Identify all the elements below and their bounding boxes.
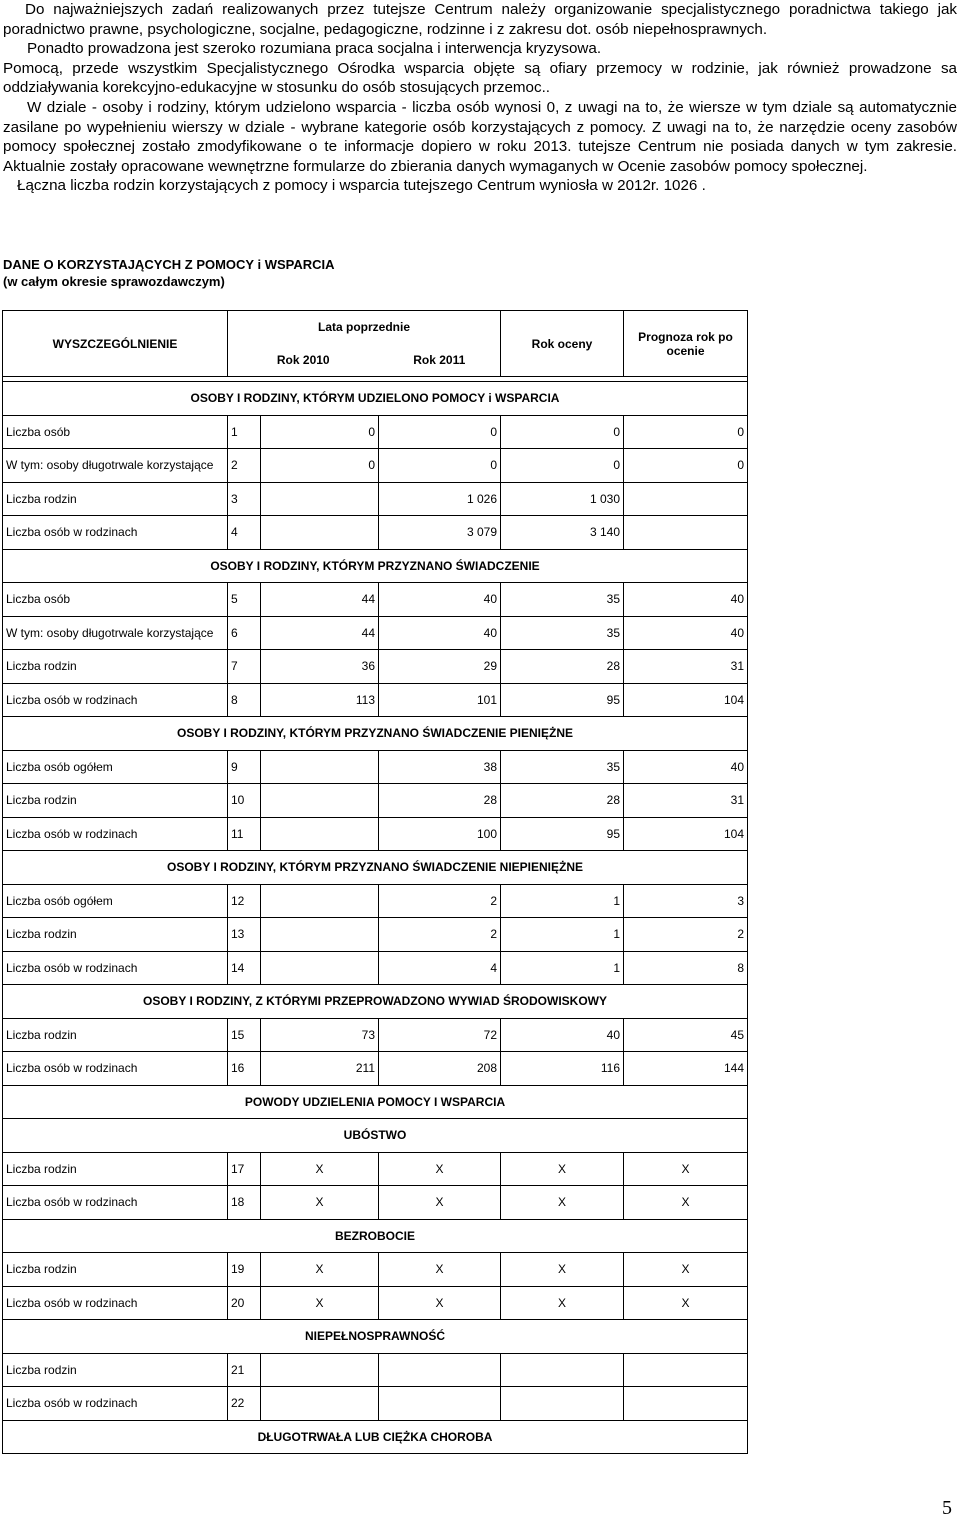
row-number-cell: 13 bbox=[228, 918, 261, 952]
value-2010-cell: X bbox=[261, 1186, 379, 1220]
value-forecast-cell: 3 bbox=[624, 884, 748, 918]
section-title-cell: DŁUGOTRWAŁA LUB CIĘŻKA CHOROBA bbox=[3, 1420, 748, 1454]
section-title-cell: OSOBY I RODZINY, KTÓRYM UDZIELONO POMOCY i WSPARCIA bbox=[3, 382, 748, 416]
row-number-cell: 8 bbox=[228, 683, 261, 717]
intro-paragraph-5: Łączna liczba rodzin korzystających z pomocy i wsparcia tutejszego Centrum wyniosła w 2012r. 1026 . bbox=[17, 177, 706, 195]
row-number-cell: 16 bbox=[228, 1052, 261, 1086]
row-label-cell: Liczba rodzin bbox=[3, 482, 228, 516]
row-number-cell: 12 bbox=[228, 884, 261, 918]
table-row bbox=[3, 1286, 748, 1320]
value-2010-cell: 113 bbox=[261, 683, 379, 717]
row-number-cell: 19 bbox=[228, 1253, 261, 1287]
row-label-cell: Liczba osób ogółem bbox=[3, 884, 228, 918]
value-current-cell: 95 bbox=[501, 683, 624, 717]
value-2011-cell: X bbox=[379, 1253, 501, 1287]
value-forecast-cell bbox=[624, 516, 748, 550]
value-2011-cell: 40 bbox=[379, 616, 501, 650]
row-number-cell: 11 bbox=[228, 817, 261, 851]
value-2010-cell: X bbox=[261, 1253, 379, 1287]
row-number-cell: 9 bbox=[228, 750, 261, 784]
intro-paragraph-2: Ponadto prowadzona jest szeroko rozumiana praca socjalna i interwencja kryzysowa. bbox=[27, 40, 602, 58]
value-2010-cell bbox=[261, 784, 379, 818]
value-current-cell: X bbox=[501, 1286, 624, 1320]
value-2011-cell: 3 079 bbox=[379, 516, 501, 550]
value-2011-cell: 2 bbox=[379, 884, 501, 918]
table-row bbox=[3, 415, 748, 449]
row-label-cell: Liczba osób w rodzinach bbox=[3, 951, 228, 985]
value-2010-cell bbox=[261, 951, 379, 985]
section-title-cell: OSOBY I RODZINY, Z KTÓRYMI PRZEPROWADZONO WYWIAD ŚRODOWISKOWY bbox=[3, 985, 748, 1019]
intro-paragraph-4: W dziale - osoby i rodziny, którym udzielono wsparcia - liczba osób wynosi 0, z uwagi na to, że wiersze w tym dziale są automatycznie zasilane po wypełnieniu wierszy w dziale - wybrane kategorie osób korzystających z pomocy. Z uwagi na to, że narzędzie oceny zasobów pomocy społecznej zostało zmodyfikowane o te informacje dopiero w roku 2013. tutejsze Centrum nie posiada danych w tym zakresie. Aktualnie zostały opracowane wewnętrzne formularze do zbierania danych wymaganych w Ocenie zasobów pomocy społecznej. bbox=[3, 98, 957, 175]
row-label-cell: Liczba osób w rodzinach bbox=[3, 1052, 228, 1086]
value-forecast-cell: 31 bbox=[624, 784, 748, 818]
table-row bbox=[3, 516, 748, 550]
table-section-row bbox=[3, 549, 748, 583]
value-2011-cell: 0 bbox=[379, 449, 501, 483]
table-row bbox=[3, 650, 748, 684]
data-table bbox=[2, 310, 748, 1454]
value-current-cell: 1 030 bbox=[501, 482, 624, 516]
table-row bbox=[3, 1152, 748, 1186]
table-row bbox=[3, 683, 748, 717]
table-row bbox=[3, 1387, 748, 1421]
value-2011-cell bbox=[379, 1353, 501, 1387]
section-title-cell: BEZROBOCIE bbox=[3, 1219, 748, 1253]
row-label-cell: Liczba osób w rodzinach bbox=[3, 1186, 228, 1220]
value-current-cell: 28 bbox=[501, 784, 624, 818]
value-2010-cell bbox=[261, 1387, 379, 1421]
table-row bbox=[3, 918, 748, 952]
value-current-cell: 0 bbox=[501, 449, 624, 483]
table-section-row bbox=[3, 1119, 748, 1153]
value-2010-cell: X bbox=[261, 1152, 379, 1186]
value-current-cell: X bbox=[501, 1253, 624, 1287]
header-forecast: Prognoza rok po ocenie bbox=[624, 311, 748, 377]
value-2010-cell: 0 bbox=[261, 415, 379, 449]
row-number-cell: 7 bbox=[228, 650, 261, 684]
row-label-cell: Liczba osób w rodzinach bbox=[3, 1387, 228, 1421]
value-2011-cell: 28 bbox=[379, 784, 501, 818]
row-label-cell: Liczba rodzin bbox=[3, 1018, 228, 1052]
value-current-cell: X bbox=[501, 1186, 624, 1220]
value-forecast-cell: X bbox=[624, 1286, 748, 1320]
value-current-cell: 40 bbox=[501, 1018, 624, 1052]
value-current-cell: 1 bbox=[501, 918, 624, 952]
value-current-cell bbox=[501, 1353, 624, 1387]
table-row bbox=[3, 750, 748, 784]
intro-text bbox=[3, 0, 957, 196]
value-2011-cell bbox=[379, 1387, 501, 1421]
row-label-cell: Liczba osób bbox=[3, 583, 228, 617]
row-number-cell: 4 bbox=[228, 516, 261, 550]
table-row bbox=[3, 1353, 748, 1387]
row-number-cell: 14 bbox=[228, 951, 261, 985]
section-title: DANE O KORZYSTAJĄCYCH Z POMOCY i WSPARCIA bbox=[3, 257, 335, 272]
row-label-cell: Liczba rodzin bbox=[3, 1253, 228, 1287]
table-row bbox=[3, 1018, 748, 1052]
value-2011-cell: 72 bbox=[379, 1018, 501, 1052]
value-2010-cell bbox=[261, 516, 379, 550]
table-section-row bbox=[3, 1085, 748, 1119]
value-2010-cell: 73 bbox=[261, 1018, 379, 1052]
table-row bbox=[3, 449, 748, 483]
value-forecast-cell bbox=[624, 1353, 748, 1387]
value-current-cell: 3 140 bbox=[501, 516, 624, 550]
value-current-cell: 95 bbox=[501, 817, 624, 851]
value-2011-cell: 1 026 bbox=[379, 482, 501, 516]
row-number-cell: 1 bbox=[228, 415, 261, 449]
value-forecast-cell bbox=[624, 1387, 748, 1421]
row-number-cell: 17 bbox=[228, 1152, 261, 1186]
value-forecast-cell: 40 bbox=[624, 583, 748, 617]
value-2010-cell: 0 bbox=[261, 449, 379, 483]
value-forecast-cell: 2 bbox=[624, 918, 748, 952]
value-current-cell: 35 bbox=[501, 750, 624, 784]
value-2010-cell: 44 bbox=[261, 616, 379, 650]
table-row bbox=[3, 817, 748, 851]
table-section-row bbox=[3, 1420, 748, 1454]
header-spec: WYSZCZEGÓLNIENIE bbox=[3, 311, 228, 377]
value-2011-cell: 2 bbox=[379, 918, 501, 952]
value-current-cell: 1 bbox=[501, 951, 624, 985]
value-2010-cell: 44 bbox=[261, 583, 379, 617]
table-section-row bbox=[3, 1320, 748, 1354]
value-current-cell: 35 bbox=[501, 583, 624, 617]
table-body bbox=[3, 382, 748, 1454]
header-prev-years: Lata poprzednie bbox=[228, 311, 501, 344]
value-2010-cell: 36 bbox=[261, 650, 379, 684]
row-number-cell: 2 bbox=[228, 449, 261, 483]
row-number-cell: 3 bbox=[228, 482, 261, 516]
value-current-cell bbox=[501, 1387, 624, 1421]
value-2011-cell: 29 bbox=[379, 650, 501, 684]
row-number-cell: 15 bbox=[228, 1018, 261, 1052]
intro-paragraph-1: Do najważniejszych zadań realizowanych przez tutejsze Centrum należy organizowanie specjalistycznego poradnictwa takiego jak poradnictwo prawne, psychologiczne, socjalne, pedagogiczne, rodzinne i z zakresu dot. osób niepełnosprawnych. bbox=[3, 1, 957, 38]
value-forecast-cell: 8 bbox=[624, 951, 748, 985]
value-2011-cell: 101 bbox=[379, 683, 501, 717]
value-2011-cell: 0 bbox=[379, 415, 501, 449]
value-2010-cell bbox=[261, 918, 379, 952]
table-row bbox=[3, 784, 748, 818]
value-2011-cell: X bbox=[379, 1186, 501, 1220]
section-title-cell: POWODY UDZIELENIA POMOCY I WSPARCIA bbox=[3, 1085, 748, 1119]
value-forecast-cell: X bbox=[624, 1186, 748, 1220]
row-number-cell: 22 bbox=[228, 1387, 261, 1421]
value-forecast-cell: 104 bbox=[624, 683, 748, 717]
value-current-cell: 0 bbox=[501, 415, 624, 449]
table-row bbox=[3, 583, 748, 617]
value-2011-cell: 38 bbox=[379, 750, 501, 784]
value-2010-cell bbox=[261, 884, 379, 918]
value-forecast-cell: 0 bbox=[624, 415, 748, 449]
value-current-cell: 1 bbox=[501, 884, 624, 918]
row-label-cell: Liczba osób ogółem bbox=[3, 750, 228, 784]
row-number-cell: 20 bbox=[228, 1286, 261, 1320]
row-label-cell: Liczba rodzin bbox=[3, 1353, 228, 1387]
value-current-cell: 116 bbox=[501, 1052, 624, 1086]
row-number-cell: 10 bbox=[228, 784, 261, 818]
value-current-cell: X bbox=[501, 1152, 624, 1186]
value-2010-cell bbox=[261, 750, 379, 784]
section-title-cell: OSOBY I RODZINY, KTÓRYM PRZYZNANO ŚWIADCZENIE NIEPIENIĘŻNE bbox=[3, 851, 748, 885]
table-section-row bbox=[3, 382, 748, 416]
value-2010-cell bbox=[261, 482, 379, 516]
table-row bbox=[3, 951, 748, 985]
row-number-cell: 18 bbox=[228, 1186, 261, 1220]
table-row bbox=[3, 884, 748, 918]
row-label-cell: Liczba osób w rodzinach bbox=[3, 817, 228, 851]
row-label-cell: Liczba rodzin bbox=[3, 784, 228, 818]
value-current-cell: 28 bbox=[501, 650, 624, 684]
section-title-cell: NIEPEŁNOSPRAWNOŚĆ bbox=[3, 1320, 748, 1354]
value-2010-cell bbox=[261, 817, 379, 851]
value-forecast-cell: 40 bbox=[624, 750, 748, 784]
section-title-cell: OSOBY I RODZINY, KTÓRYM PRZYZNANO ŚWIADCZENIE bbox=[3, 549, 748, 583]
value-forecast-cell: 0 bbox=[624, 449, 748, 483]
header-year-2011: Rok 2011 bbox=[379, 343, 501, 377]
value-forecast-cell bbox=[624, 482, 748, 516]
value-current-cell: 35 bbox=[501, 616, 624, 650]
row-label-cell: Liczba rodzin bbox=[3, 918, 228, 952]
table-section-row bbox=[3, 717, 748, 751]
header-year-2010: Rok 2010 bbox=[228, 343, 379, 377]
value-2010-cell: X bbox=[261, 1286, 379, 1320]
value-forecast-cell: 31 bbox=[624, 650, 748, 684]
row-label-cell: W tym: osoby długotrwale korzystające bbox=[3, 449, 228, 483]
section-heading bbox=[3, 256, 335, 290]
table-row bbox=[3, 1253, 748, 1287]
row-label-cell: Liczba osób w rodzinach bbox=[3, 1286, 228, 1320]
section-title-cell: UBÓSTWO bbox=[3, 1119, 748, 1153]
table-section-row bbox=[3, 985, 748, 1019]
value-2011-cell: 208 bbox=[379, 1052, 501, 1086]
row-label-cell: Liczba osób w rodzinach bbox=[3, 516, 228, 550]
value-2011-cell: 100 bbox=[379, 817, 501, 851]
value-forecast-cell: 104 bbox=[624, 817, 748, 851]
section-title-cell: OSOBY I RODZINY, KTÓRYM PRZYZNANO ŚWIADCZENIE PIENIĘŻNE bbox=[3, 717, 748, 751]
row-label-cell: Liczba rodzin bbox=[3, 650, 228, 684]
table-row bbox=[3, 1186, 748, 1220]
section-subtitle: (w całym okresie sprawozdawczym) bbox=[3, 274, 225, 289]
table-section-row bbox=[3, 1219, 748, 1253]
table-row bbox=[3, 1052, 748, 1086]
row-label-cell: W tym: osoby długotrwale korzystające bbox=[3, 616, 228, 650]
value-forecast-cell: 144 bbox=[624, 1052, 748, 1086]
value-2011-cell: X bbox=[379, 1286, 501, 1320]
table-header bbox=[3, 311, 748, 382]
row-number-cell: 5 bbox=[228, 583, 261, 617]
value-2010-cell: 211 bbox=[261, 1052, 379, 1086]
row-number-cell: 21 bbox=[228, 1353, 261, 1387]
value-forecast-cell: 45 bbox=[624, 1018, 748, 1052]
value-forecast-cell: X bbox=[624, 1152, 748, 1186]
row-label-cell: Liczba osób w rodzinach bbox=[3, 683, 228, 717]
table-row bbox=[3, 616, 748, 650]
value-forecast-cell: X bbox=[624, 1253, 748, 1287]
value-2010-cell bbox=[261, 1353, 379, 1387]
row-number-cell: 6 bbox=[228, 616, 261, 650]
value-2011-cell: 4 bbox=[379, 951, 501, 985]
intro-paragraph-3: Pomocą, przede wszystkim Specjalistycznego Ośrodka wsparcia objęte są ofiary przemocy w rodzinie, jak również prowadzone sa oddziaływania korekcyjno-edukacyjne w stosunku do osób stosujących przemoc.. bbox=[3, 59, 957, 97]
value-2011-cell: 40 bbox=[379, 583, 501, 617]
page-number: 5 bbox=[942, 1497, 952, 1519]
header-current-year: Rok oceny bbox=[501, 311, 624, 377]
value-forecast-cell: 40 bbox=[624, 616, 748, 650]
row-label-cell: Liczba osób bbox=[3, 415, 228, 449]
row-label-cell: Liczba rodzin bbox=[3, 1152, 228, 1186]
table-row bbox=[3, 482, 748, 516]
value-2011-cell: X bbox=[379, 1152, 501, 1186]
table-section-row bbox=[3, 851, 748, 885]
